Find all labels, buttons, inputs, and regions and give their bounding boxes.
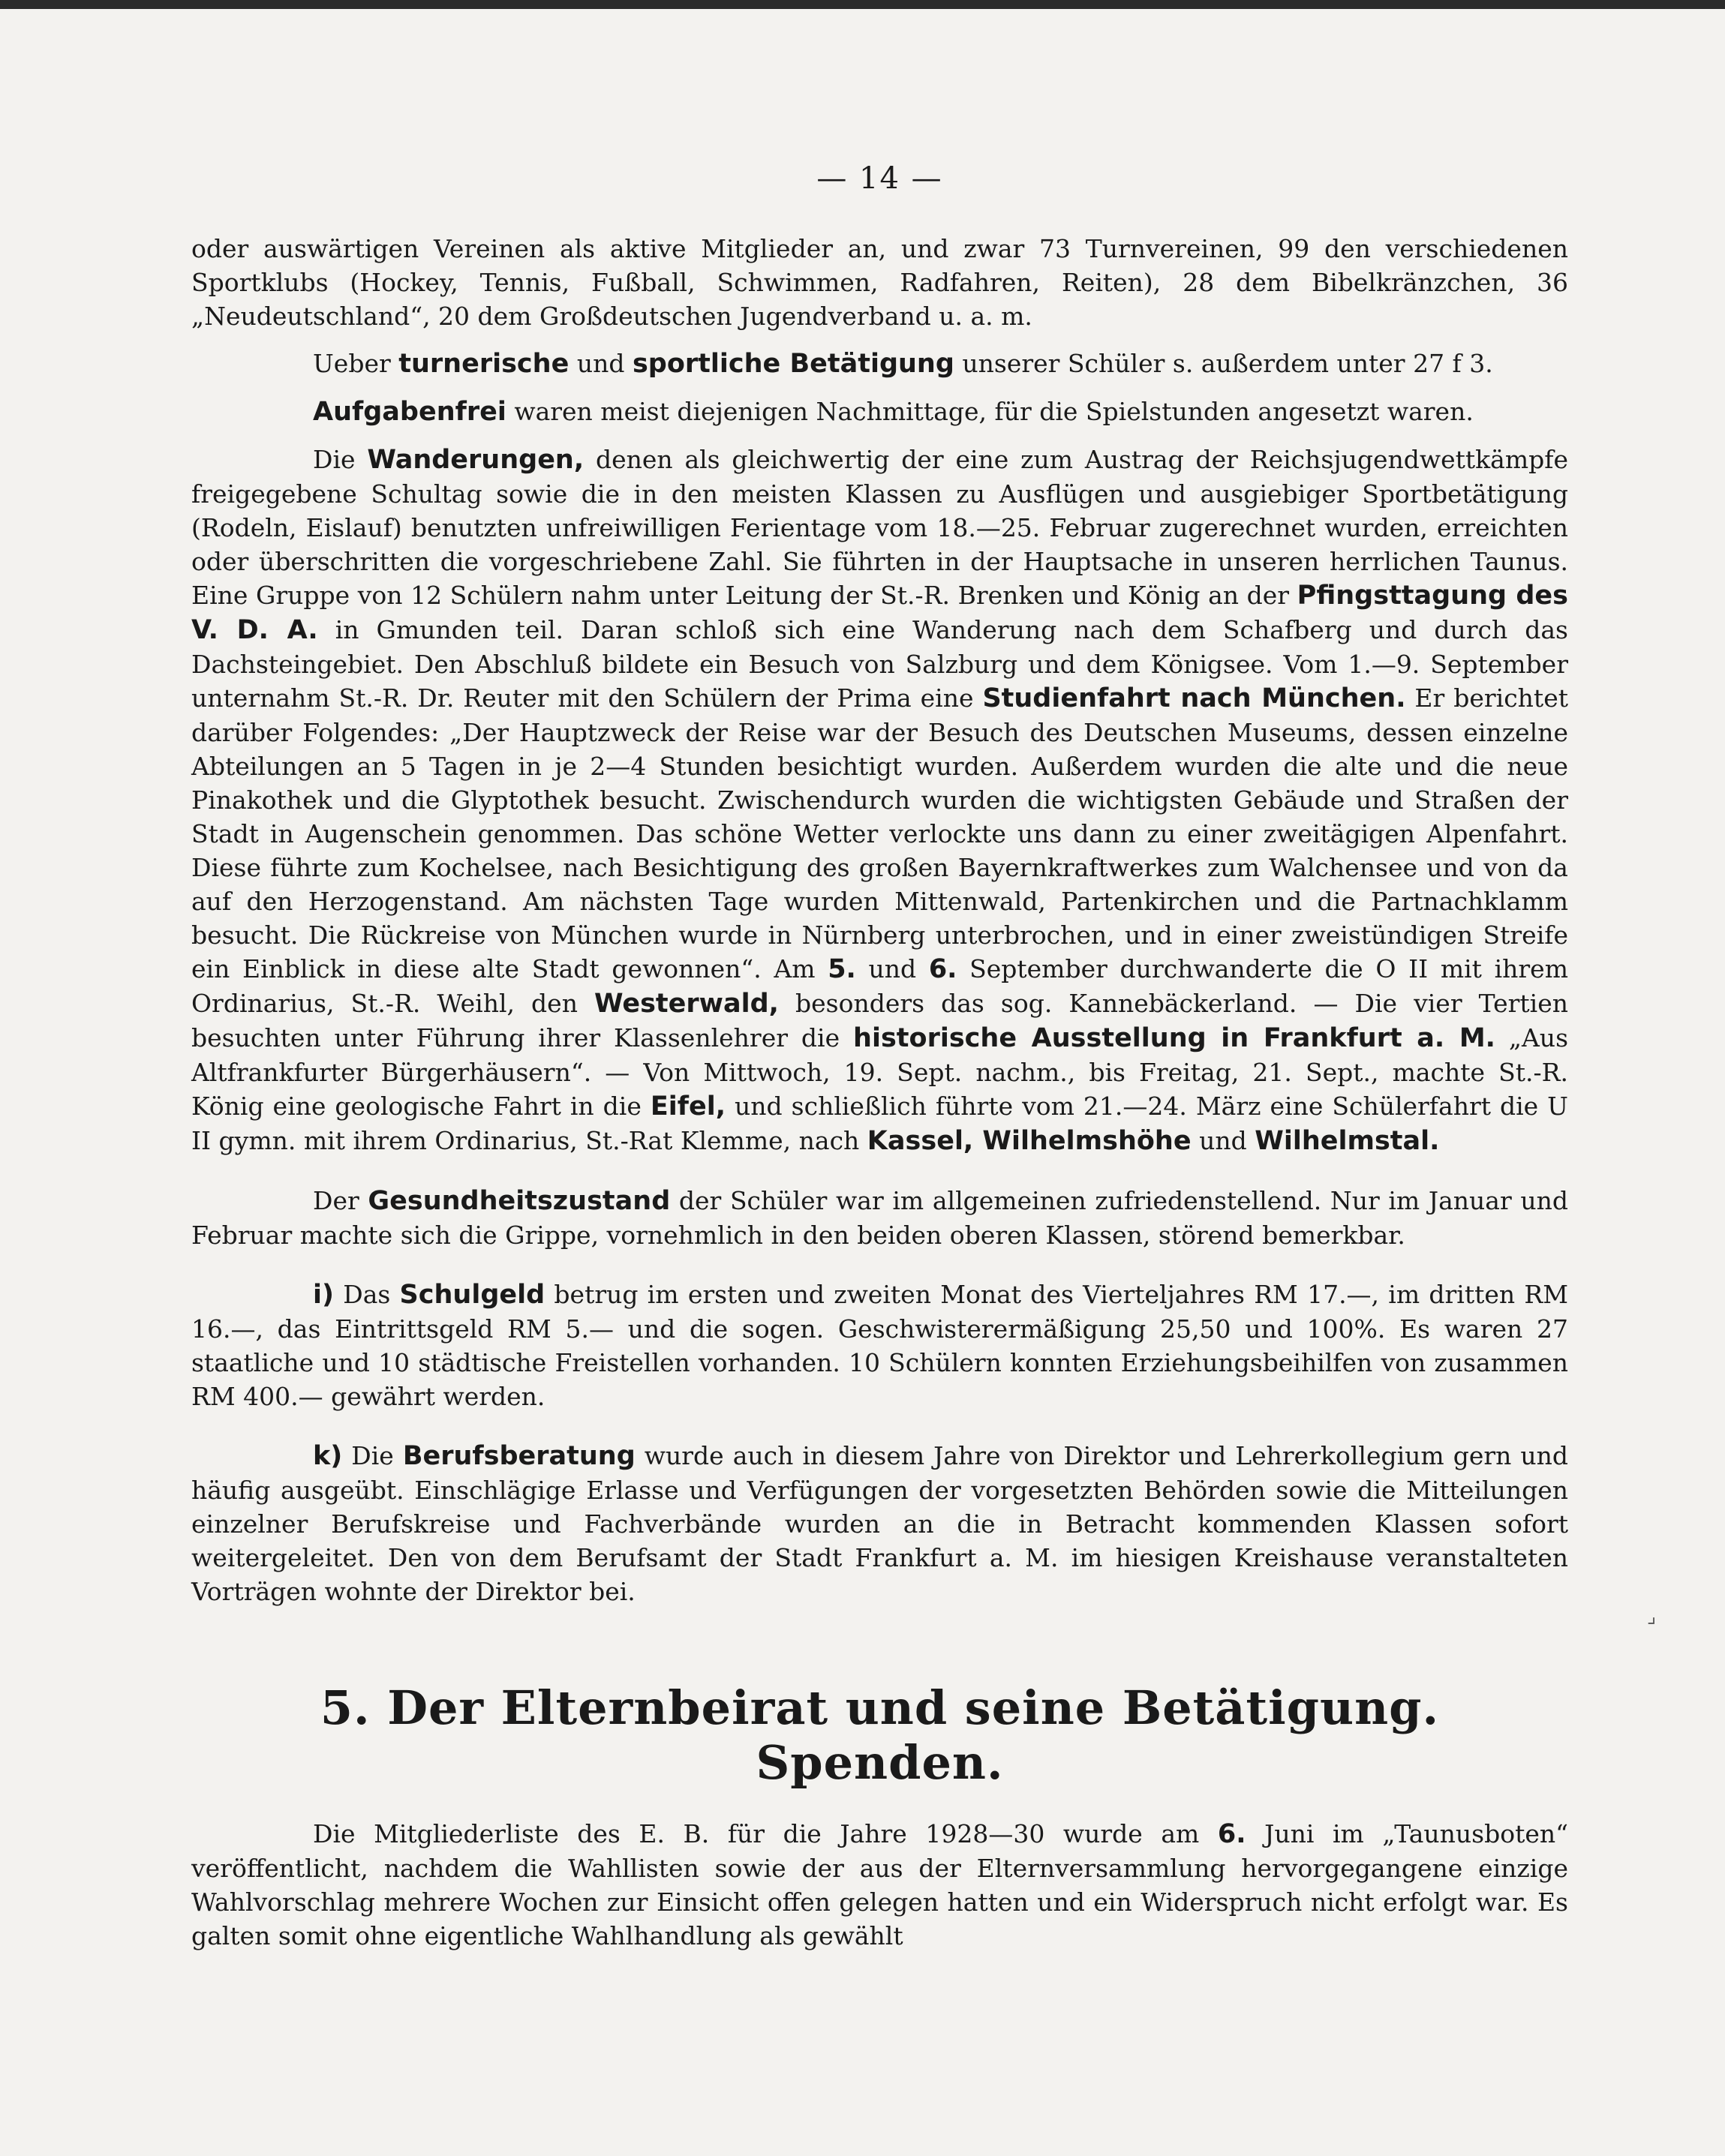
text-run: besonders das sog. Kannebäckerland. — Die vier Tertien besuchten unter Führung ihrer Klassenlehrer die	[191, 989, 1569, 1052]
paragraph-clubs: oder auswärtigen Vereinen als aktive Mitglieder an, und zwar 73 Turnvereinen, 99 den verschiedenen Sportklubs (Hockey, Tennis, Fußball, Schwimmen, Radfahren, Reiten), 28 dem Bibelkränzchen, 36 „Neudeutschland“, 20 dem Großdeutschen Jugendverband u. a. m.	[191, 234, 1568, 331]
paragraph-aufgabenfrei	[191, 395, 1568, 429]
text-run: wurde auch in diesem Jahre von Direktor und Lehrerkollegium gern und häufig ausgeübt. Einschlägige Erlasse und Verfügungen der vorgesetzten Behörden sowie die Mitteilungen einzelner Berufskreise und Fachverbände wurden an die in Betracht kommenden Klassen sofort weitergeleitet. Den von dem Berufsamt der Stadt Frankfurt a. M. im hiesigen Kreishause veranstalteten Vorträgen wohnte der Direktor bei.	[191, 1441, 1569, 1606]
text-run: Die	[342, 1441, 403, 1470]
bold-term: Kassel, Wilhelmshöhe	[867, 1126, 1192, 1156]
text-run: Das	[334, 1280, 400, 1309]
paragraph-sport	[191, 347, 1568, 381]
paragraph-berufsberatung	[191, 1439, 1568, 1608]
section-heading: 5. Der Elternbeirat und seine Betätigung. Spenden.	[320, 1680, 1440, 1790]
bold-term: Studienfahrt nach München.	[982, 683, 1406, 713]
text-run: Die	[313, 445, 368, 474]
bold-term: k)	[313, 1441, 343, 1471]
text-run: Er berichtet darüber Folgendes: „Der Hauptzweck der Reise war der Besuch des Deutschen Museums, dessen einzelne Abteilungen an 5 Tagen in je 2—4 Stunden besichtigt wurden. Außerdem wurden die alte und die neue Pinakothek und die Glyptothek besucht. Zwischendurch wurden die wichtigsten Gebäude und Straßen der Stadt in Augenschein genommen. Das schöne Wetter verlockte uns dann zu einer zweitägigen Alpenfahrt. Diese führte zum Kochelsee, nach Besichtigung des großen Bayernkraftwerkes zum Walchensee und von da auf den Herzogenstand. Am nächsten Tage wurden Mittenwald, Partenkirchen und die Partnachklamm besucht. Die Rückreise von München wurde in Nürnberg unterbrochen, und in einer zweistündigen Streife ein Einblick in diese alte Stadt gewonnen“. Am	[191, 683, 1568, 983]
text-run: waren meist diejenigen Nachmittage, für die Spielstunden angesetzt waren.	[506, 397, 1474, 426]
text-run: und	[1191, 1126, 1255, 1155]
text-run: der Schüler war im allgemeinen zufriedenstellend. Nur im Januar und Februar machte sich die Grippe, vornehmlich in den beiden oberen Klassen, störend bemerkbar.	[191, 1186, 1568, 1250]
bold-term: Gesundheitszustand	[368, 1186, 671, 1216]
bold-term: 6.	[928, 954, 957, 984]
text-run: und	[569, 349, 633, 378]
text-run: Die Mitgliederliste des E. B. für die Jahre 1928—30 wurde am	[313, 1819, 1218, 1848]
bold-term: Pfingsttagung des V. D. A.	[191, 581, 1568, 645]
paragraph-schulgeld	[191, 1278, 1568, 1413]
bold-term: Aufgabenfrei	[313, 397, 506, 427]
text-run: Der	[313, 1186, 368, 1215]
paragraph-gesundheit	[191, 1184, 1568, 1252]
text-run: und	[855, 954, 929, 983]
bold-term: sportliche Betätigung	[632, 349, 954, 379]
document-page	[191, 161, 1568, 1966]
paragraph-elternbeirat	[191, 1817, 1568, 1953]
text-run: in Gmunden teil. Daran schloß sich eine Wanderung nach dem Schafberg und durch das Dachsteingebiet. Den Abschluß bildete ein Besuch von Salzburg und dem Königsee. Vom 1.—9. September unternahm St.-R. Dr. Reuter mit den Schülern der Prima eine	[191, 615, 1568, 713]
bold-term: Berufsberatung	[402, 1441, 636, 1471]
bold-term: Schulgeld	[399, 1280, 545, 1310]
page-top-border	[0, 0, 1725, 9]
bold-term: Wanderungen,	[367, 445, 585, 475]
page-number: — 14 —	[816, 161, 943, 196]
text-run: denen als gleichwertig der eine zum Austrag der Reichsjugendwettkämpfe freigegebene Schultag sowie die in den meisten Klassen zu Ausflügen und ausgiebiger Sportbetätigung (Rodeln, Eislauf) benutzten unfreiwilligen Ferientage vom 18.—25. Februar zugerechnet wurden, erreichten oder überschritten die vorgeschriebene Zahl. Sie führten in der Hauptsache in unseren herrlichen Taunus. Eine Gruppe von 12 Schülern nahm unter Leitung der St.-R. Brenken und König an der	[191, 445, 1569, 610]
paragraph-wanderungen	[191, 443, 1568, 1158]
bold-term: 6.	[1217, 1819, 1246, 1849]
bold-term: turnerische	[398, 349, 569, 379]
text-run: Ueber	[313, 349, 399, 378]
text-run: und schließlich führte vom 21.—24. März eine Schülerfahrt die U II gymn. mit ihrem Ordinarius, St.-Rat Klemme, nach	[191, 1092, 1568, 1155]
bold-term: 5.	[828, 954, 856, 984]
text-run: „Aus Altfrankfurter Bürgerhäusern“. — Von Mittwoch, 19. Sept. nachm., bis Freitag, 21. Sept., machte St.-R. König eine geologische Fahrt in die	[191, 1023, 1568, 1121]
bold-term: Eifel,	[650, 1092, 726, 1122]
text-run: unserer Schüler s. außerdem unter 27 f 3.	[954, 349, 1493, 378]
text-run: betrug im ersten und zweiten Monat des Vierteljahres RM 17.—, im dritten RM 16.—, das Eintrittsgeld RM 5.— und die sogen. Geschwisterermäßigung 25,50 und 100%. Es waren 27 staatliche und 10 städtische Freistellen vorhanden. 10 Schülern konnten Erziehungsbeihilfen von zusammen RM 400.— gewährt werden.	[191, 1280, 1569, 1411]
bold-term: historische Ausstellung in Frankfurt a. M.	[853, 1023, 1495, 1053]
text-run: Juni im „Taunusboten“ veröffentlicht, nachdem die Wahllisten sowie der aus der Elternversammlung hervorgegangene einzige Wahlvorschlag mehrere Wochen zur Einsicht offen gelegen hatten und ein Widerspruch nicht erfolgt war. Es galten somit ohne eigentliche Wahlhandlung als gewählt	[191, 1819, 1568, 1950]
text-run: September durchwanderte die O II mit ihrem Ordinarius, St.-R. Weihl, den	[191, 954, 1568, 1018]
bold-term: Wilhelmstal.	[1255, 1126, 1440, 1156]
margin-mark: ⌟	[1647, 1605, 1657, 1628]
bold-term: i)	[313, 1280, 334, 1310]
bold-term: Westerwald,	[594, 989, 779, 1019]
